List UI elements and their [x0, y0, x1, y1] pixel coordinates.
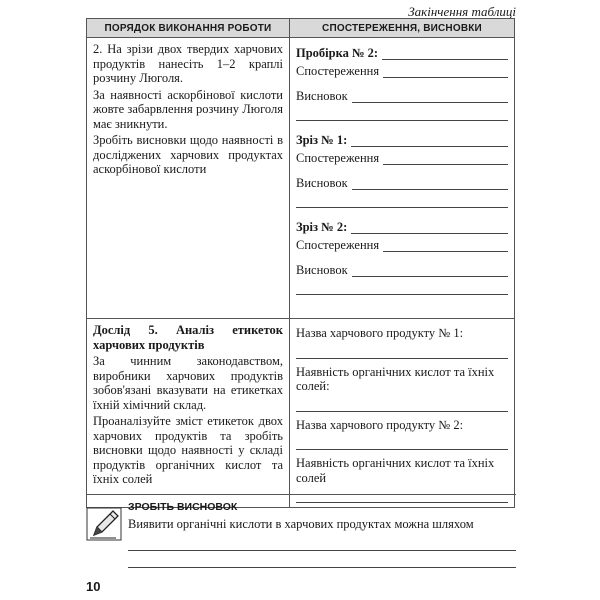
conclusion-label: Висновок	[296, 175, 348, 190]
lab-table	[86, 18, 515, 508]
obs-label: Спостереження	[296, 237, 380, 252]
procedure-task: Зробіть висновки щодо наявності в досліджених харчових продуктах аскорбінової кислоти	[93, 133, 283, 176]
answer-line[interactable]	[296, 435, 508, 450]
header-observations: СПОСТЕРЕЖЕННЯ, ВИСНОВКИ	[290, 19, 515, 38]
obs-block-tube-2	[296, 42, 508, 121]
conclusion-label: Висновок	[296, 88, 348, 103]
conclusion-label: Висновок	[296, 262, 348, 277]
product-1-name-label: Назва харчового продукту № 1:	[296, 326, 464, 340]
answer-line[interactable]	[352, 90, 508, 103]
product-1-acids-label: Наявність органічних кислот та їхніх солей:	[296, 364, 495, 393]
procedure-step: 2. На зрізи двох твердих харчових продуктів нанесіть 1–2 краплі розчину Люголя.	[93, 42, 283, 85]
conclusion-section	[86, 494, 516, 575]
answer-line[interactable]	[383, 65, 508, 78]
procedure-task: Проаналізуйте зміст етикеток двох харчових продуктів та зробіть висновки щодо наявності у складі продуктів органічних кислот та їхніх солей	[93, 414, 283, 486]
conclusion-title: ЗРОБІТЬ ВИСНОВОК	[128, 501, 238, 513]
answer-line[interactable]	[128, 550, 516, 551]
obs-block-slice-2	[296, 216, 508, 295]
answer-line[interactable]	[296, 193, 508, 208]
table-caption: Закінчення таблиці	[408, 4, 516, 19]
answer-line[interactable]	[352, 264, 508, 277]
answer-line[interactable]	[296, 106, 508, 121]
observations-cell-1	[290, 38, 515, 319]
pencil-icon	[86, 507, 122, 541]
obs-title: Зріз № 1:	[296, 132, 348, 147]
procedure-cell-1	[87, 38, 290, 319]
page-number: 10	[86, 579, 101, 594]
answer-line[interactable]	[383, 239, 508, 252]
obs-block-slice-1	[296, 129, 508, 208]
conclusion-prompt: Виявити органічні кислоти в харчових продуктах можна шляхом	[128, 517, 474, 531]
obs-title: Пробірка № 2:	[296, 45, 379, 60]
header-procedure: ПОРЯДОК ВИКОНАННЯ РОБОТИ	[87, 19, 290, 38]
experiment-title: Дослід 5. Аналіз етикеток харчових продуктів	[93, 323, 283, 352]
obs-title: Зріз № 2:	[296, 219, 348, 234]
answer-line[interactable]	[296, 397, 508, 412]
answer-line[interactable]	[352, 177, 508, 190]
product-2-name-label: Назва харчового продукту № 2:	[296, 417, 464, 432]
product-2-acids-label: Наявність органічних кислот та їхніх солей	[296, 456, 495, 485]
procedure-note: За наявності аскорбінової кислоти жовте забарвлення розчину Люголя має зникнути.	[93, 87, 283, 131]
answer-line[interactable]	[351, 134, 508, 147]
answer-line[interactable]	[383, 152, 508, 165]
answer-line[interactable]	[382, 47, 508, 60]
answer-line[interactable]	[351, 221, 508, 234]
answer-line[interactable]	[296, 344, 508, 359]
obs-label: Спостереження	[296, 63, 380, 78]
procedure-cell-2	[87, 319, 290, 508]
obs-label: Спостереження	[296, 150, 380, 165]
observations-cell-2	[290, 319, 515, 508]
procedure-note: За чинним законодавством, виробники харчових продуктів зобов'язані вказувати на етикетках їхній хімічний склад.	[93, 354, 283, 412]
answer-line[interactable]	[128, 567, 516, 568]
answer-line[interactable]	[296, 280, 508, 295]
